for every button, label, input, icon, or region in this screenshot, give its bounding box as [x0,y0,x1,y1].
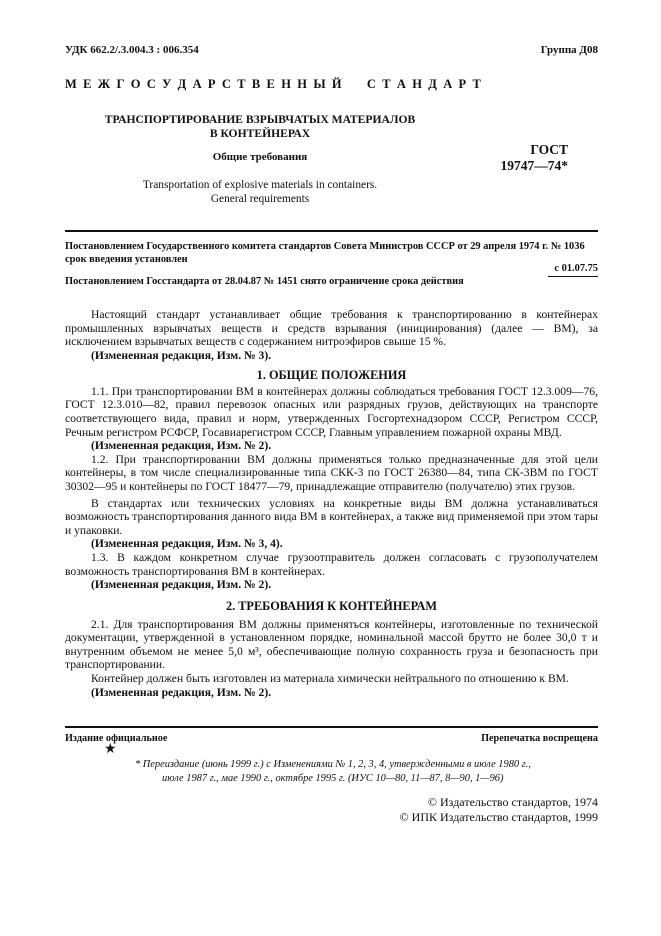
clause-1-1-note: (Измененная редакция, Изм. № 2). [91,439,272,453]
title-line-1: ТРАНСПОРТИРОВАНИЕ ВЗРЫВЧАТЫХ МАТЕРИАЛОВ [104,113,416,126]
reissue-line-2: июле 1987 г., мае 1990 г., октябре 1995 г. (ИУС 10—80, 11—87, 8—90, 1—96) [162,773,504,784]
standard-banner: М Е Ж Г О С У Д А Р С Т В Е Н Н Ы Й С Т А Н Д А Р Т [65,77,483,91]
gost-label: ГОСТ [530,142,568,157]
decree-line-1: Постановлением Государственного комитета стандартов Совета Министров СССР от 29 апреля 1974 г. № 1036 [65,241,585,252]
title-line-2: В КОНТЕЙНЕРАХ [209,127,311,140]
document-body [65,308,598,699]
intro-edit-note: (Измененная редакция, Изм. № 3). [91,348,272,362]
clause-1-1: 1.1. При транспортировании ВМ в контейнерах должны соблюдаться требования ГОСТ 12.3.009—76, ГОСТ 12.3.010—82, правил перевозок опасных или разрядных грузов, действующих на транспорте соответствующего вида, правил и норм, утвержденных Госгортехнадзором СССР, Регистром СССР, Речным регистром РСФСР, Госавиарегистром СССР, Главным управлением пожарной охраны МВД. [65,384,598,439]
divider-bottom [65,726,598,728]
reissue-line-1: * Переиздание (июнь 1999 г.) с Изменениями № 1, 2, 3, 4, утвержденными в июле 1980 г., [135,759,531,770]
intro-paragraph: Настоящий стандарт устанавливает общие требования к транспортированию в контейнерах промышленных взрывчатых веществ и средств взрывания (инициирования) (далее — ВМ), за исключением взрывчатых веществ с содержанием нитроэфиров свыше 15 %. [65,308,598,349]
section-2-heading: 2. ТРЕБОВАНИЯ К КОНТЕЙНЕРАМ [225,598,438,613]
clause-1-2: 1.2. При транспортировании ВМ должны применяться только предназначенные для этой цели контейнеры, в том числе специализированные типа СКК-3 по ГОСТ 26380—84, типа СК-3ВМ по ГОСТ 30302—95 и контейнеры по ГОСТ 18477—79, принадлежащие отправителю (получателю) этих грузов. [65,452,598,493]
star-icon: ★ [104,742,117,757]
group-code: Группа Д08 [540,44,598,56]
document-subtitle: Общие требования [212,151,308,163]
section-1-heading: 1. ОБЩИЕ ПОЛОЖЕНИЯ [256,367,407,382]
decree-line-3: Постановлением Госстандарта от 28.04.87 № 1451 снято ограничение срока действия [65,276,464,287]
reprint-prohibited-label: Перепечатка воспрещена [481,733,598,744]
decree-line-2: срок введения установлен [65,254,188,265]
document-title [65,113,455,141]
english-title-line-2: General requirements [210,193,310,205]
clause-2-1-note: (Измененная редакция, Изм. № 2). [91,685,272,699]
english-title-line-1: Transportation of explosive materials in containers. [142,179,378,191]
clause-2-1: 2.1. Для транспортирования ВМ должны применяться контейнеры, изготовленные по технической документации, утвержденной в установленном порядке, номинальной массой брутто не более 30,0 т и внутренним объемом не менее 5,0 м³, обеспечивающие полную сохранность груза и безопасность при транспортировании. [65,617,598,672]
copyright-1974: © Издательство стандартов, 1974 [427,795,598,809]
clause-1-3-note: (Измененная редакция, Изм. № 2). [91,578,272,592]
effective-date: с 01.07.75 [554,263,598,274]
udk-code: УДК 662.2/.3.004.3 : 006.354 [65,44,199,56]
clause-1-3: 1.3. В каждом конкретном случае грузоотправитель должен согласовать с грузополучателем возможность транспортирования ВМ в контейнерах. [65,550,598,578]
copyright-block [300,795,598,825]
gost-designation [470,142,568,174]
clause-1-2-note: (Измененная редакция, Изм. № 3, 4). [91,537,283,551]
official-edition-label: Издание официальное [65,733,168,744]
clause-1-2-continued: В стандартах или технических условиях на конкретные виды ВМ должна устанавливаться возможность транспортирования данного вида ВМ в контейнерах, а также вид применяемой при этом тары и упаковки. [65,496,598,537]
copyright-1999: © ИПК Издательство стандартов, 1999 [399,810,598,824]
divider-top [65,230,598,232]
gost-number: 19747—74* [500,158,568,173]
reissue-note [135,758,598,786]
clause-2-1-continued: Контейнер должен быть изготовлен из материала химически нейтрального по отношению к ВМ. [91,672,569,686]
english-title [65,178,455,206]
